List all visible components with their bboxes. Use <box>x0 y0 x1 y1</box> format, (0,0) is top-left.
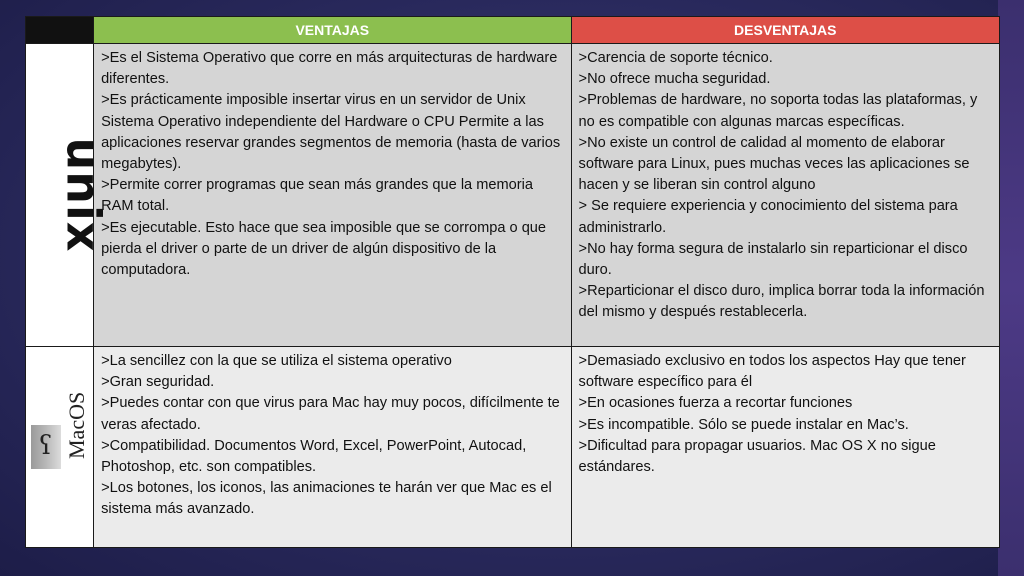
comparison-table <box>25 16 1000 548</box>
header-desventajas: DESVENTAJAS <box>571 17 999 44</box>
table-row-unix <box>26 44 1000 347</box>
header-ventajas: VENTAJAS <box>94 17 571 44</box>
mac-ventajas-cell: >La sencillez con la que se utiliza el sistema operativo >Gran seguridad. >Puedes contar con que virus para Mac hay muy pocos, difícilmente te veras afectado. >Compatibilidad. Documentos Word, Excel, PowerPoint, Autocad, Photoshop, etc. son compatibles. >Los botones, los iconos, las animaciones te harán ver que Mac es el sistema más avanzado. <box>94 347 571 548</box>
unix-logo: unix <box>56 137 111 253</box>
header-row <box>26 17 1000 44</box>
mac-logo <box>26 391 93 469</box>
unix-desventajas-cell: >Carencia de soporte técnico. >No ofrece mucha seguridad. >Problemas de hardware, no soporta todas las plataformas, y no es compatible con algunas marcas específicas. >No existe un control de calidad al momento de elaborar software para Linux, pues muchas veces las aplicaciones se hacen y se liberan sin control alguno > Se requiere experiencia y conocimiento del sistema para administrarlo. >No hay forma segura de instalarlo sin reparticionar el disco duro. >Reparticionar el disco duro, implica borrar toda la información del mismo y después restablecerla. <box>571 44 999 347</box>
unix-logo-cell <box>26 44 111 347</box>
unix-ventajas-cell: >Es el Sistema Operativo que corre en más arquitecturas de hardware diferentes. >Es prácticamente imposible insertar virus en un servidor de Unix Sistema Operativo independiente del Hardware o CPU Permite a las aplicaciones reservar grandes segmentos de memoria (hasta de varios megabytes). >Permite correr programas que sean más grandes que la memoria RAM total. >Es ejecutable. Esto hace que sea imposible que se corrompa o que pierda el driver o parte de un driver de algún dispositivo de la computadora. <box>94 44 571 347</box>
mac-desventajas-cell: >Demasiado exclusivo en todos los aspectos Hay que tener software específico para él >En ocasiones fuerza a recortar funciones >Es incompatible. Sólo se puede instalar en Mac’s. >Dificultad para propagar usuarios. Mac OS X no sigue estándares. <box>571 347 999 548</box>
header-corner-cell <box>26 17 94 44</box>
slide-side-band <box>998 0 1024 576</box>
mac-logo-cell <box>26 347 94 548</box>
table-row-mac <box>26 347 1000 548</box>
mac-logo-text: MacOS <box>63 391 89 459</box>
mac-finder-icon: ʕ <box>31 425 61 469</box>
